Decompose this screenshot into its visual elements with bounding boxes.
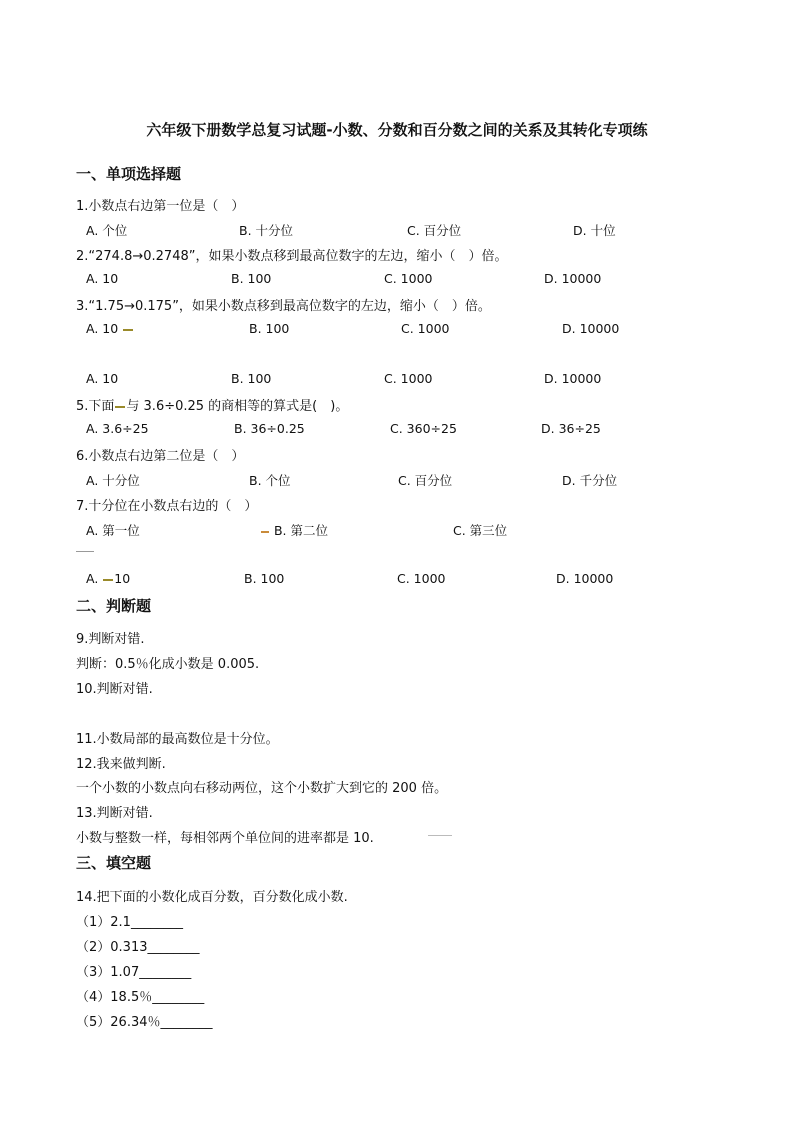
q8-option-d: D. 10000 [556,571,614,586]
q4-option-b: B. 100 [231,371,272,386]
scan-artifact-line [428,835,452,836]
question-12: 12.我来做判断. [76,757,166,772]
scan-mark-icon [103,579,113,581]
q14-item-2: （2）0.313________ [76,940,200,955]
question-13: 13.判断对错. [76,806,153,821]
question-7: 7.十分位在小数点右边的（ ） [76,499,258,514]
q7-option-c: C. 第三位 [453,523,508,538]
q14-item-4: （4）18.5％________ [76,990,205,1005]
q6-option-c: C. 百分位 [398,473,453,488]
q8-option-b: B. 100 [244,571,285,586]
question-5: 5.下面 与 3.6÷0.25 的商相等的算式是( )。 [76,399,349,414]
q3-option-c: C. 1000 [401,321,450,336]
q3-option-b: B. 100 [249,321,290,336]
question-2: 2.“274.8→0.2748”，如果小数点移到最高位数字的左边，缩小（ ）倍。 [76,249,508,264]
q8-option-c: C. 1000 [397,571,446,586]
q6-option-a: A. 十分位 [86,473,140,488]
q2-option-d: D. 10000 [544,271,602,286]
question-11: 11.小数局部的最高数位是十分位。 [76,732,279,747]
question-6: 6.小数点右边第二位是（ ） [76,449,245,464]
q5-option-b: B. 36÷0.25 [234,421,305,436]
scan-artifact-line [76,551,94,552]
scan-mark-icon [115,406,125,408]
question-1: 1.小数点右边第一位是（ ） [76,199,245,214]
q5-option-a: A. 3.6÷25 [86,421,149,436]
q2-option-b: B. 100 [231,271,272,286]
q2-option-a: A. 10 [86,271,119,286]
q5-option-c: C. 360÷25 [390,421,457,436]
q5-option-d: D. 36÷25 [541,421,601,436]
q6-option-d: D. 千分位 [562,473,618,488]
section-heading-fill: 三、填空题 [76,854,152,872]
q1-option-a: A. 个位 [86,223,128,238]
page-title: 六年级下册数学总复习试题-小数、分数和百分数之间的关系及其转化专项练 [146,121,648,139]
question-3: 3.“1.75→0.175”，如果小数点移到最高位数字的左边，缩小（ ）倍。 [76,299,491,314]
scan-mark-icon [261,531,269,533]
section-heading-choice: 一、单项选择题 [76,165,182,183]
q4-option-a: A. 10 [86,371,119,386]
q1-option-b: B. 十分位 [239,223,294,238]
q6-option-b: B. 个位 [249,473,291,488]
section-heading-judgement: 二、判断题 [76,597,152,615]
q4-option-d: D. 10000 [544,371,602,386]
question-14: 14.把下面的小数化成百分数，百分数化成小数. [76,890,348,905]
question-9-statement: 判断：0.5％化成小数是 0.005. [76,657,260,672]
scan-mark-icon [123,329,133,331]
q4-option-c: C. 1000 [384,371,433,386]
q1-option-c: C. 百分位 [407,223,462,238]
q1-option-d: D. 十位 [573,223,616,238]
question-12-statement: 一个小数的小数点向右移动两位，这个小数扩大到它的 200 倍。 [76,781,448,796]
question-10: 10.判断对错. [76,682,153,697]
question-13-statement: 小数与整数一样，每相邻两个单位间的进率都是 10. [76,831,374,846]
q14-item-5: （5）26.34％________ [76,1015,213,1030]
q14-item-1: （1）2.1________ [76,915,183,930]
q8-option-a: A. 10 [86,571,131,586]
question-9: 9.判断对错. [76,632,145,647]
q14-item-3: （3）1.07________ [76,965,192,980]
q2-option-c: C. 1000 [384,271,433,286]
q7-option-b: B. 第二位 [260,521,328,539]
q3-option-d: D. 10000 [562,321,620,336]
q3-option-a: A. 10 [86,321,134,336]
q7-option-a: A. 第一位 [86,523,140,538]
